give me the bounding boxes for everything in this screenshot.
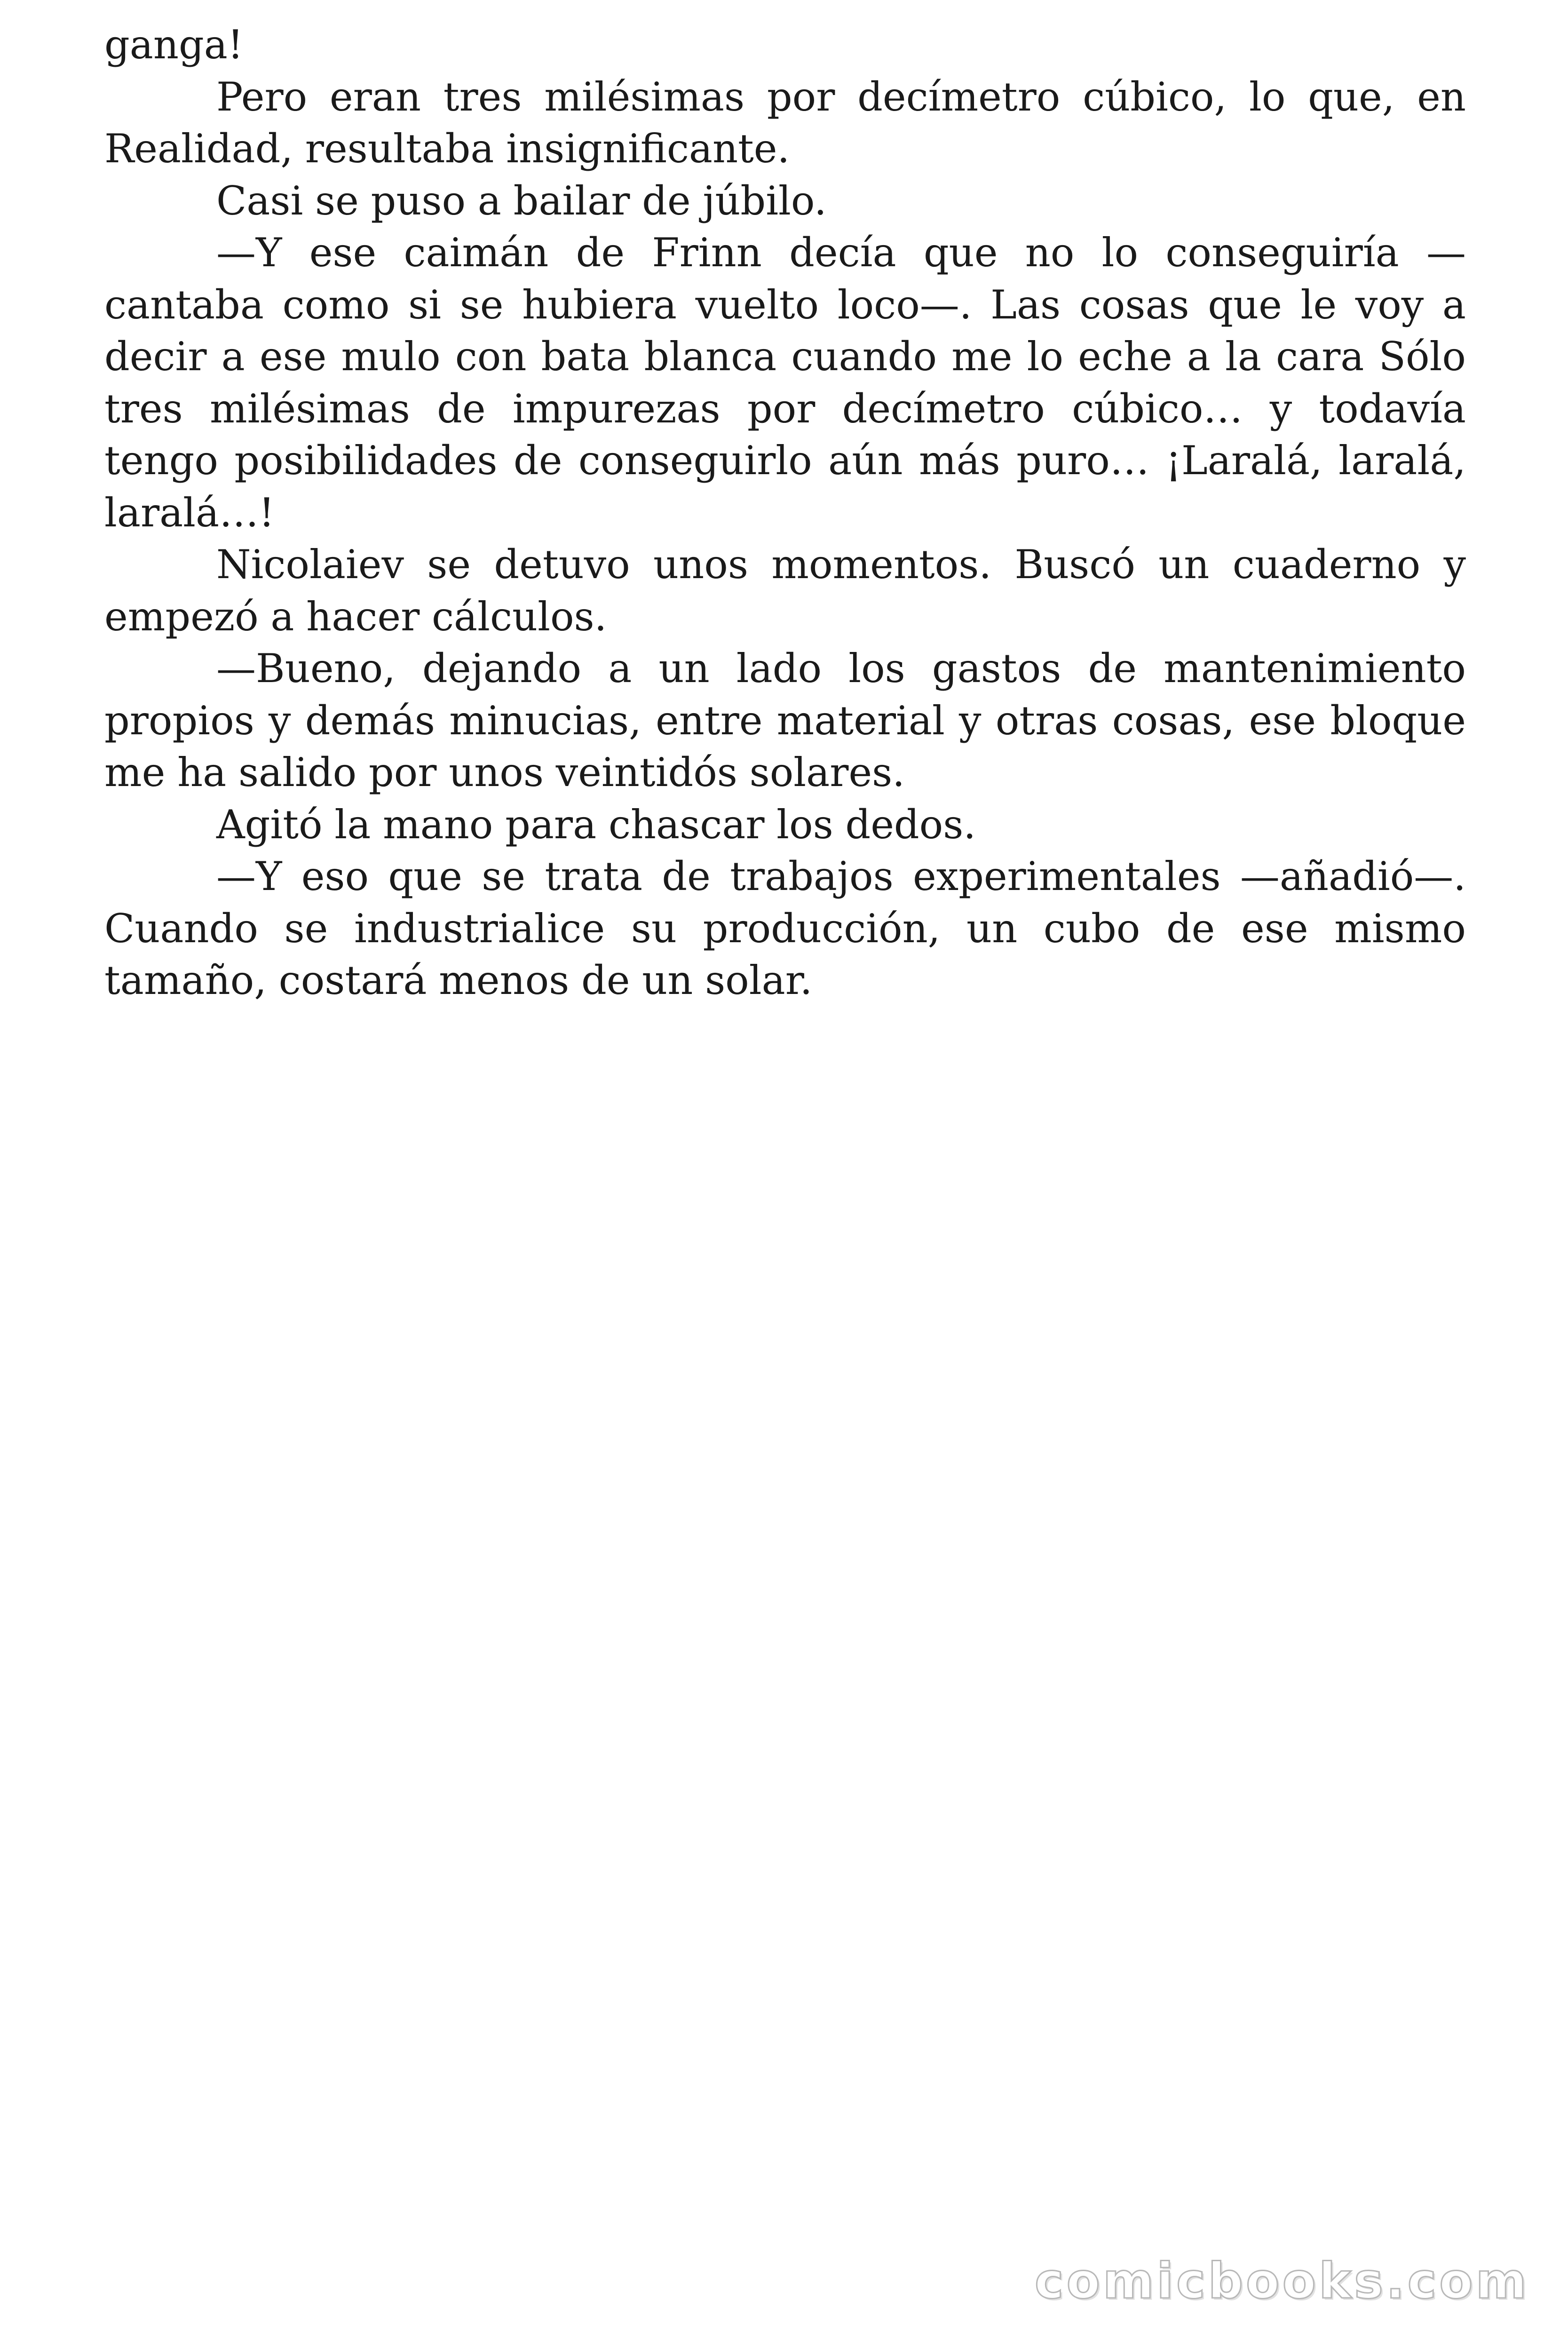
paragraph: Nicolaiev se detuvo unos momentos. Buscó un cuaderno y empezó a hacer cálculos. [104,541,1466,640]
page-body [104,19,1466,1007]
paragraph: Pero eran tres milésimas por decímetro cúbico, lo que, en Realidad, resultaba insignificante. [104,73,1466,172]
paragraph: Agitó la mano para chascar los dedos. [216,801,976,848]
paragraph: —Y eso que se trata de trabajos experimentales —añadió—. Cuando se industrialice su producción, un cubo de ese mismo tamaño, costará menos de un solar. [104,853,1466,1003]
watermark: comicbooks.com [1034,2252,1529,2310]
paragraph: Casi se puso a bailar de júbilo. [216,177,827,224]
paragraph: —Bueno, dejando a un lado los gastos de mantenimiento propios y demás minucias, entre material y otras cosas, ese bloque me ha salido por unos veintidós solares. [104,645,1466,795]
paragraph: ganga! [104,22,244,68]
paragraph: —Y ese caimán de Frinn decía que no lo conseguiría —cantaba como si se hubiera vuelto loco—. Las cosas que le voy a decir a ese mulo con bata blanca cuando me lo eche a la cara Sólo tres milésimas de impurezas por decímetro cúbico… y todavía tengo posibilidades de conseguirlo aún más puro… ¡Laralá, laralá, laralá…! [104,230,1466,536]
